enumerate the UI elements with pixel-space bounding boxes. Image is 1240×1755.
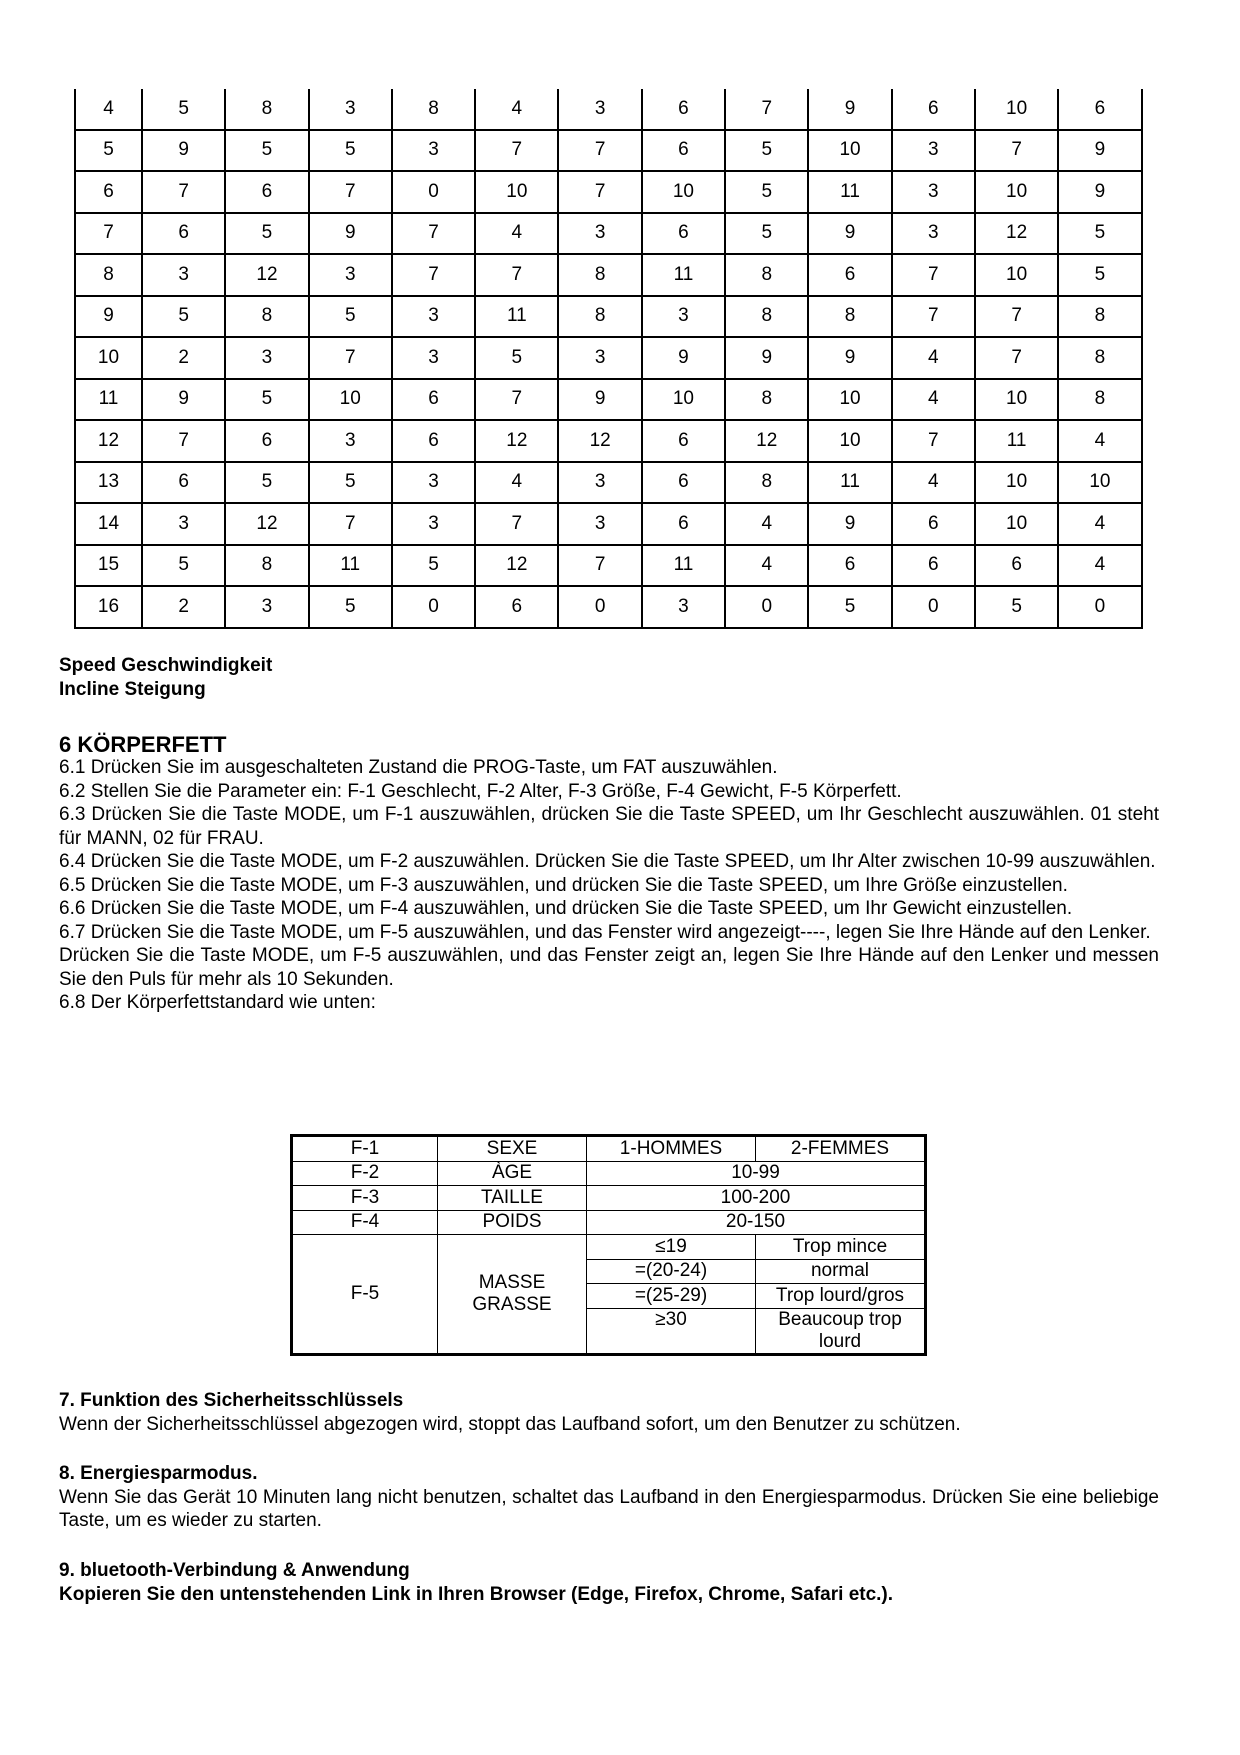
value-cell: 3 <box>558 462 641 504</box>
step-6-1: 6.1 Drücken Sie im ausgeschalteten Zustand die PROG-Taste, um FAT auszuwählen. <box>59 757 778 778</box>
value-cell: 11 <box>808 171 891 213</box>
segment-cell: 13 <box>75 462 142 504</box>
value-cell: 11 <box>808 462 891 504</box>
value-cell: 9 <box>558 379 641 421</box>
value-cell: 6 <box>642 503 725 545</box>
fat-label: TAILLE <box>438 1186 587 1211</box>
value-cell: 9 <box>1058 130 1141 172</box>
value-cell: 3 <box>309 254 392 296</box>
value-cell: 11 <box>642 254 725 296</box>
value-cell: 4 <box>725 545 808 587</box>
value-cell: 3 <box>558 337 641 379</box>
value-cell: 8 <box>392 89 475 130</box>
value-cell: 6 <box>392 420 475 462</box>
fat-level-desc: Trop lourd/gros <box>756 1284 926 1309</box>
fat-label <box>438 1235 587 1355</box>
value-cell: 5 <box>309 130 392 172</box>
value-cell: 5 <box>225 462 308 504</box>
value-cell: 3 <box>642 296 725 338</box>
value-cell: 4 <box>892 337 975 379</box>
segment-cell: 10 <box>75 337 142 379</box>
value-cell: 6 <box>642 89 725 130</box>
fat-level-range: =(20-24) <box>587 1259 756 1284</box>
fat-range: 20-150 <box>587 1210 926 1235</box>
value-cell: 7 <box>142 420 225 462</box>
value-cell: 4 <box>1058 503 1141 545</box>
value-cell: 12 <box>975 213 1058 255</box>
value-cell: 8 <box>725 379 808 421</box>
table-row <box>75 586 1142 628</box>
value-cell: 10 <box>475 171 558 213</box>
section-7 <box>59 1389 1159 1436</box>
value-cell: 9 <box>808 503 891 545</box>
step-6-4: 6.4 Drücken Sie die Taste MODE, um F-2 auszuwählen. Drücken Sie die Taste SPEED, um Ihr Alter zwischen 10-99 auszuwählen. <box>59 851 1156 872</box>
value-cell: 3 <box>392 462 475 504</box>
value-cell: 10 <box>642 379 725 421</box>
step-6-3: 6.3 Drücken Sie die Taste MODE, um F-1 auszuwählen, drücken Sie die Taste SPEED, um Ihr Geschlecht auszuwählen. 01 steht für MANN, 02 für FRAU. <box>59 804 1159 849</box>
section-9-body: Kopieren Sie den untenstehenden Link in Ihren Browser (Edge, Firefox, Chrome, Safari etc.). <box>59 1583 894 1605</box>
value-cell: 10 <box>975 503 1058 545</box>
fat-row-f5 <box>292 1235 926 1260</box>
value-cell: 6 <box>142 462 225 504</box>
value-cell: 9 <box>808 89 891 130</box>
section-6-body <box>59 756 1159 1015</box>
table-row <box>75 130 1142 172</box>
value-cell: 4 <box>1058 545 1141 587</box>
section-8 <box>59 1462 1159 1533</box>
value-cell: 8 <box>725 462 808 504</box>
section-7-heading: 7. Funktion des Sicherheitsschlüssels <box>59 1390 404 1411</box>
value-cell: 6 <box>892 503 975 545</box>
value-cell: 7 <box>892 296 975 338</box>
value-cell: 7 <box>392 254 475 296</box>
section-8-heading: 8. Energiesparmodus. <box>59 1463 258 1484</box>
value-cell: 6 <box>475 586 558 628</box>
value-cell: 8 <box>225 296 308 338</box>
fat-code: F-1 <box>292 1136 438 1162</box>
value-cell: 5 <box>808 586 891 628</box>
value-cell: 3 <box>642 586 725 628</box>
value-cell: 8 <box>808 296 891 338</box>
value-cell: 5 <box>142 296 225 338</box>
value-cell: 7 <box>558 171 641 213</box>
fat-row-f2 <box>292 1161 926 1186</box>
segment-cell: 14 <box>75 503 142 545</box>
fat-row-f1 <box>292 1136 926 1162</box>
fat-label: SEXE <box>438 1136 587 1162</box>
value-cell: 9 <box>725 337 808 379</box>
value-cell: 9 <box>1058 171 1141 213</box>
value-cell: 6 <box>642 420 725 462</box>
segment-cell: 15 <box>75 545 142 587</box>
value-cell: 3 <box>558 89 641 130</box>
section-8-body: Wenn Sie das Gerät 10 Minuten lang nicht benutzen, schaltet das Laufband in den Energiesparmodus. Drücken Sie eine beliebige Taste, um es wieder zu starten. <box>59 1486 1159 1531</box>
segment-cell: 11 <box>75 379 142 421</box>
value-cell: 6 <box>892 545 975 587</box>
fat-level-range: ≥30 <box>587 1308 756 1354</box>
fat-level-desc: Trop mince <box>756 1235 926 1260</box>
value-cell: 6 <box>642 462 725 504</box>
value-cell: 10 <box>975 89 1058 130</box>
segment-cell: 4 <box>75 89 142 130</box>
fat-row-f4 <box>292 1210 926 1235</box>
value-cell: 8 <box>1058 379 1141 421</box>
value-cell: 6 <box>892 89 975 130</box>
value-cell: 10 <box>975 171 1058 213</box>
value-cell: 8 <box>725 296 808 338</box>
value-cell: 5 <box>975 586 1058 628</box>
value-cell: 3 <box>225 337 308 379</box>
value-cell: 9 <box>309 213 392 255</box>
value-cell: 4 <box>475 462 558 504</box>
fat-range: 100-200 <box>587 1186 926 1211</box>
value-cell: 9 <box>142 379 225 421</box>
value-cell: 3 <box>225 586 308 628</box>
table-row <box>75 462 1142 504</box>
value-cell: 3 <box>142 503 225 545</box>
table-row <box>75 545 1142 587</box>
value-cell: 12 <box>475 420 558 462</box>
value-cell: 3 <box>309 89 392 130</box>
value-cell: 6 <box>975 545 1058 587</box>
fat-level-desc <box>756 1308 926 1354</box>
fat-code: F-4 <box>292 1210 438 1235</box>
program-table <box>74 89 1143 629</box>
value-cell: 7 <box>892 254 975 296</box>
value-cell: 10 <box>1058 462 1141 504</box>
value-cell: 3 <box>558 503 641 545</box>
fat-value: 1-HOMMES <box>587 1136 756 1162</box>
value-cell: 8 <box>558 254 641 296</box>
value-cell: 4 <box>725 503 808 545</box>
value-cell: 3 <box>142 254 225 296</box>
value-cell: 7 <box>975 296 1058 338</box>
value-cell: 3 <box>892 213 975 255</box>
value-cell: 8 <box>1058 337 1141 379</box>
value-cell: 6 <box>225 420 308 462</box>
value-cell: 5 <box>725 130 808 172</box>
value-cell: 7 <box>475 503 558 545</box>
segment-cell: 7 <box>75 213 142 255</box>
value-cell: 11 <box>475 296 558 338</box>
value-cell: 7 <box>309 503 392 545</box>
value-cell: 5 <box>309 462 392 504</box>
section-7-body: Wenn der Sicherheitsschlüssel abgezogen wird, stoppt das Laufband sofort, um den Benutzer zu schützen. <box>59 1413 961 1435</box>
value-cell: 9 <box>808 337 891 379</box>
value-cell: 5 <box>142 545 225 587</box>
fat-level-range: =(25-29) <box>587 1284 756 1309</box>
program-table-body <box>75 89 1142 628</box>
value-cell: 12 <box>725 420 808 462</box>
table-row <box>75 503 1142 545</box>
step-6-6: 6.6 Drücken Sie die Taste MODE, um F-4 auszuwählen, und drücken Sie die Taste SPEED, um Ihr Gewicht einzustellen. <box>59 898 1073 919</box>
table-row <box>75 379 1142 421</box>
value-cell: 6 <box>225 171 308 213</box>
value-cell: 11 <box>309 545 392 587</box>
value-cell: 8 <box>1058 296 1141 338</box>
value-cell: 0 <box>392 171 475 213</box>
segment-cell: 9 <box>75 296 142 338</box>
value-cell: 8 <box>225 89 308 130</box>
value-cell: 5 <box>225 379 308 421</box>
value-cell: 10 <box>975 462 1058 504</box>
value-cell: 3 <box>892 130 975 172</box>
value-cell: 7 <box>392 213 475 255</box>
value-cell: 7 <box>558 545 641 587</box>
value-cell: 4 <box>475 89 558 130</box>
value-cell: 4 <box>475 213 558 255</box>
value-cell: 12 <box>225 503 308 545</box>
legend-incline: Incline Steigung <box>59 678 206 700</box>
fat-level-desc-line: lourd <box>818 1330 862 1352</box>
value-cell: 6 <box>808 545 891 587</box>
value-cell: 7 <box>142 171 225 213</box>
value-cell: 9 <box>142 130 225 172</box>
fat-level-desc: normal <box>756 1259 926 1284</box>
value-cell: 4 <box>1058 420 1141 462</box>
value-cell: 2 <box>142 586 225 628</box>
value-cell: 7 <box>309 171 392 213</box>
value-cell: 5 <box>142 89 225 130</box>
step-6-7: 6.7 Drücken Sie die Taste MODE, um F-5 auszuwählen, und das Fenster wird angezeigt----, legen Sie Ihre Hände auf den Lenker. <box>59 921 1151 943</box>
value-cell: 8 <box>225 545 308 587</box>
value-cell: 3 <box>892 171 975 213</box>
value-cell: 6 <box>1058 89 1141 130</box>
value-cell: 8 <box>558 296 641 338</box>
value-cell: 3 <box>309 420 392 462</box>
value-cell: 5 <box>475 337 558 379</box>
section-6-heading: 6 KÖRPERFETT <box>59 732 227 757</box>
value-cell: 8 <box>725 254 808 296</box>
fat-range: 10-99 <box>587 1161 926 1186</box>
value-cell: 10 <box>808 379 891 421</box>
value-cell: 7 <box>475 379 558 421</box>
value-cell: 9 <box>808 213 891 255</box>
value-cell: 0 <box>558 586 641 628</box>
table-row <box>75 89 1142 130</box>
value-cell: 0 <box>725 586 808 628</box>
value-cell: 10 <box>808 130 891 172</box>
value-cell: 7 <box>475 130 558 172</box>
value-cell: 3 <box>392 130 475 172</box>
table-row <box>75 296 1142 338</box>
value-cell: 3 <box>392 296 475 338</box>
table-row <box>75 171 1142 213</box>
fat-label-line: MASSE <box>478 1271 546 1293</box>
segment-cell: 16 <box>75 586 142 628</box>
legend-speed: Speed Geschwindigkeit <box>59 655 273 676</box>
value-cell: 6 <box>808 254 891 296</box>
value-cell: 3 <box>558 213 641 255</box>
value-cell: 9 <box>642 337 725 379</box>
value-cell: 7 <box>725 89 808 130</box>
value-cell: 0 <box>392 586 475 628</box>
value-cell: 5 <box>225 130 308 172</box>
value-cell: 11 <box>642 545 725 587</box>
fat-label: POIDS <box>438 1210 587 1235</box>
section-9-heading: 9. bluetooth-Verbindung & Anwendung <box>59 1560 410 1581</box>
value-cell: 12 <box>225 254 308 296</box>
value-cell: 10 <box>642 171 725 213</box>
value-cell: 7 <box>892 420 975 462</box>
value-cell: 7 <box>309 337 392 379</box>
fat-code: F-5 <box>292 1235 438 1355</box>
value-cell: 12 <box>475 545 558 587</box>
value-cell: 5 <box>1058 254 1141 296</box>
segment-cell: 6 <box>75 171 142 213</box>
table-row <box>75 213 1142 255</box>
segment-cell: 5 <box>75 130 142 172</box>
value-cell: 10 <box>309 379 392 421</box>
step-6-8: 6.8 Der Körperfettstandard wie unten: <box>59 992 376 1013</box>
value-cell: 7 <box>975 130 1058 172</box>
segment-cell: 8 <box>75 254 142 296</box>
value-cell: 2 <box>142 337 225 379</box>
value-cell: 4 <box>892 379 975 421</box>
fat-level-desc-line: Beaucoup trop <box>778 1308 902 1330</box>
value-cell: 7 <box>475 254 558 296</box>
value-cell: 7 <box>975 337 1058 379</box>
step-6-5: 6.5 Drücken Sie die Taste MODE, um F-3 auszuwählen, und drücken Sie die Taste SPEED, um Ihre Größe einzustellen. <box>59 874 1068 896</box>
section-9 <box>59 1559 1159 1606</box>
value-cell: 10 <box>975 254 1058 296</box>
table-row <box>75 420 1142 462</box>
value-cell: 7 <box>558 130 641 172</box>
value-cell: 5 <box>1058 213 1141 255</box>
value-cell: 5 <box>725 213 808 255</box>
value-cell: 6 <box>142 213 225 255</box>
fat-code: F-2 <box>292 1161 438 1186</box>
value-cell: 3 <box>392 337 475 379</box>
value-cell: 0 <box>892 586 975 628</box>
step-6-7-extra: Drücken Sie die Taste MODE, um F-5 auszuwählen, und das Fenster zeigt an, legen Sie Ihre Hände auf den Lenker und messen Sie den Puls für mehr als 10 Sekunden. <box>59 945 1159 990</box>
value-cell: 5 <box>225 213 308 255</box>
step-6-2: 6.2 Stellen Sie die Parameter ein: F-1 Geschlecht, F-2 Alter, F-3 Größe, F-4 Gewicht, F-5 Körperfett. <box>59 780 902 802</box>
table-row <box>75 337 1142 379</box>
segment-cell: 12 <box>75 420 142 462</box>
fat-value: 2-FEMMES <box>756 1136 926 1162</box>
fat-row-f3 <box>292 1186 926 1211</box>
fat-label: ÀGE <box>438 1161 587 1186</box>
fat-label-line: GRASSE <box>472 1293 552 1315</box>
value-cell: 11 <box>975 420 1058 462</box>
value-cell: 12 <box>558 420 641 462</box>
fat-code: F-3 <box>292 1186 438 1211</box>
value-cell: 6 <box>392 379 475 421</box>
value-cell: 0 <box>1058 586 1141 628</box>
value-cell: 6 <box>642 213 725 255</box>
value-cell: 5 <box>725 171 808 213</box>
table-legend <box>59 654 1159 701</box>
table-row <box>75 254 1142 296</box>
value-cell: 6 <box>642 130 725 172</box>
value-cell: 10 <box>808 420 891 462</box>
fat-level-range: ≤19 <box>587 1235 756 1260</box>
value-cell: 5 <box>309 586 392 628</box>
value-cell: 4 <box>892 462 975 504</box>
value-cell: 10 <box>975 379 1058 421</box>
value-cell: 5 <box>392 545 475 587</box>
value-cell: 3 <box>392 503 475 545</box>
body-fat-table <box>290 1134 927 1356</box>
value-cell: 5 <box>309 296 392 338</box>
